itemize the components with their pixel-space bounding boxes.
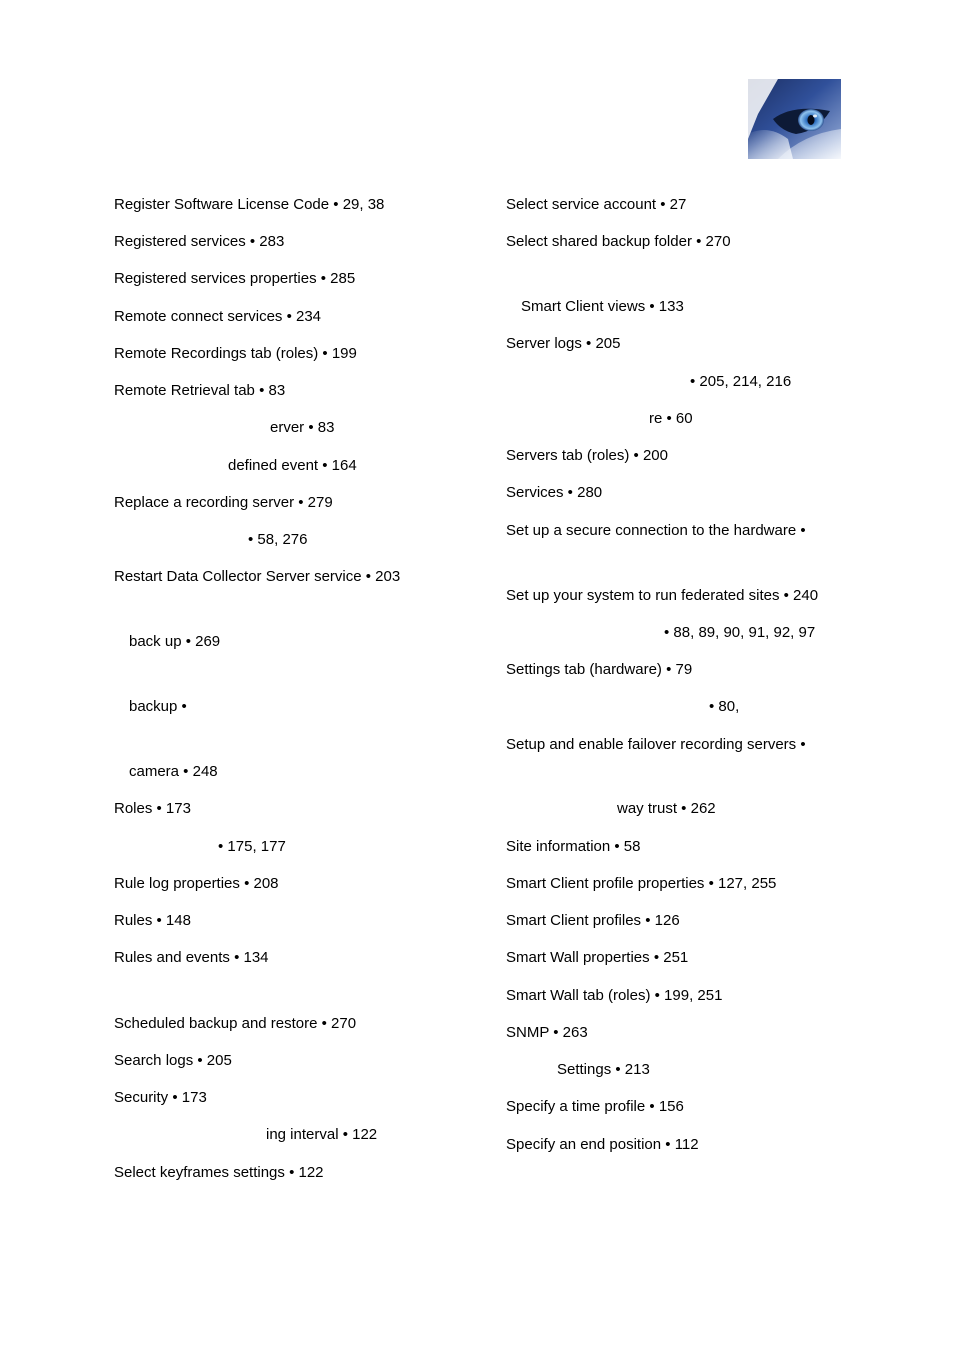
index-entry: Rules and events • 134 bbox=[114, 949, 269, 966]
index-entry: • 88, 89, 90, 91, 92, 97 bbox=[664, 624, 816, 641]
index-entry: Rules • 148 bbox=[114, 912, 191, 929]
index-entry: • 205, 214, 216 bbox=[690, 373, 792, 390]
index-entry: Remote connect services • 234 bbox=[114, 308, 322, 325]
index-entry: way trust • 262 bbox=[617, 800, 716, 817]
index-entry: camera • 248 bbox=[129, 763, 218, 780]
index-entry: Select keyframes settings • 122 bbox=[114, 1164, 324, 1181]
index-entry: Setup and enable failover recording servers • bbox=[506, 736, 806, 753]
index-entry: Select shared backup folder • 270 bbox=[506, 233, 731, 250]
index-entry: SNMP • 263 bbox=[506, 1024, 588, 1041]
index-entry: Set up a secure connection to the hardware • bbox=[506, 522, 806, 539]
index-entry: re • 60 bbox=[649, 410, 693, 427]
index-entry: Smart Wall properties • 251 bbox=[506, 949, 689, 966]
index-entry: back up • 269 bbox=[129, 633, 221, 650]
index-entry: Remote Recordings tab (roles) • 199 bbox=[114, 345, 357, 362]
index-entry: erver • 83 bbox=[270, 419, 335, 436]
index-entry: Specify an end position • 112 bbox=[506, 1136, 699, 1153]
index-entry: • 80, bbox=[709, 698, 740, 715]
index-entry: Settings • 213 bbox=[557, 1061, 650, 1078]
index-entry: Search logs • 205 bbox=[114, 1052, 232, 1069]
index-entry: Smart Client profiles • 126 bbox=[506, 912, 680, 929]
wolf-eye-logo-icon bbox=[748, 79, 841, 159]
index-entry: Servers tab (roles) • 200 bbox=[506, 447, 668, 464]
index-entry: • 58, 276 bbox=[248, 531, 308, 548]
index-entry: Register Software License Code • 29, 38 bbox=[114, 196, 385, 213]
index-entry: Settings tab (hardware) • 79 bbox=[506, 661, 693, 678]
index-entry: Server logs • 205 bbox=[506, 335, 621, 352]
index-entry: ing interval • 122 bbox=[266, 1126, 378, 1143]
index-entry: Remote Retrieval tab • 83 bbox=[114, 382, 286, 399]
index-entry: Smart Client profile properties • 127, 255 bbox=[506, 875, 777, 892]
index-entry: backup • bbox=[129, 698, 187, 715]
index-entry: Roles • 173 bbox=[114, 800, 191, 817]
index-entry: Replace a recording server • 279 bbox=[114, 494, 333, 511]
index-entry: defined event • 164 bbox=[228, 457, 357, 474]
index-entry: • 175, 177 bbox=[218, 838, 286, 855]
index-entry: Registered services properties • 285 bbox=[114, 270, 356, 287]
index-entry: Site information • 58 bbox=[506, 838, 641, 855]
index-entry: Specify a time profile • 156 bbox=[506, 1098, 684, 1115]
index-entry: Smart Wall tab (roles) • 199, 251 bbox=[506, 987, 723, 1004]
index-entry: Rule log properties • 208 bbox=[114, 875, 279, 892]
index-entry: Smart Client views • 133 bbox=[521, 298, 684, 315]
index-entry: Registered services • 283 bbox=[114, 233, 285, 250]
index-entry: Restart Data Collector Server service • 203 bbox=[114, 568, 401, 585]
index-entry: Services • 280 bbox=[506, 484, 603, 501]
index-entry: Scheduled backup and restore • 270 bbox=[114, 1015, 357, 1032]
index-entry: Select service account • 27 bbox=[506, 196, 687, 213]
index-entry: Set up your system to run federated sites • 240 bbox=[506, 587, 819, 604]
index-entry: Security • 173 bbox=[114, 1089, 207, 1106]
